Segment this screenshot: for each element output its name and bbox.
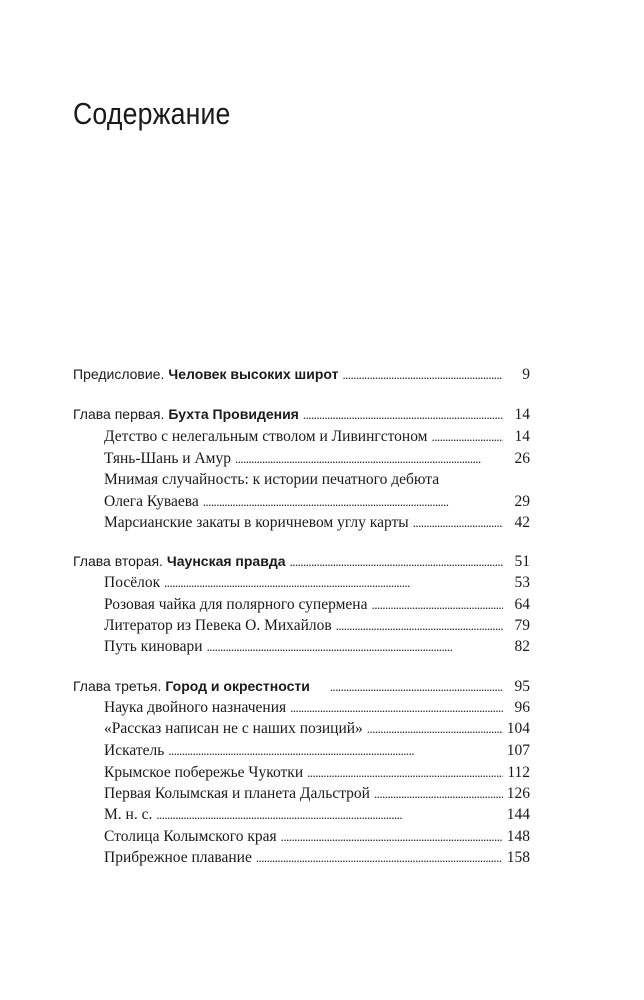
entry-title: Розовая чайка для полярного супермена bbox=[104, 596, 368, 613]
page-number: 14 bbox=[514, 428, 530, 445]
entry-title: Первая Колымская и планета Дальстрой bbox=[104, 785, 370, 802]
toc-chapter-1[interactable] bbox=[73, 406, 530, 428]
entry-title: Искатель bbox=[104, 742, 165, 759]
toc-entry[interactable] bbox=[104, 742, 530, 764]
dot-leader bbox=[303, 407, 503, 423]
dot-leader bbox=[342, 367, 503, 383]
entry-title: Посёлок bbox=[104, 574, 161, 591]
page-number: 26 bbox=[514, 450, 530, 467]
dot-leader bbox=[168, 743, 503, 759]
toc-entry[interactable] bbox=[104, 574, 530, 596]
toc-entry[interactable] bbox=[104, 849, 530, 871]
dot-leader bbox=[207, 639, 503, 655]
preface-prefix: Предисловие. bbox=[73, 366, 165, 382]
page-number: 51 bbox=[514, 553, 530, 570]
page-number: 96 bbox=[514, 699, 530, 716]
page-number: 112 bbox=[507, 764, 530, 781]
toc-entry[interactable] bbox=[104, 596, 530, 618]
dot-leader bbox=[235, 451, 503, 467]
page-number: 64 bbox=[514, 596, 530, 613]
toc-entry[interactable] bbox=[104, 806, 530, 828]
entry-title: Тянь-Шань и Амур bbox=[104, 450, 231, 467]
dot-leader bbox=[281, 829, 503, 845]
entry-title: Детство с нелегальным стволом и Ливингстоном bbox=[104, 428, 428, 445]
dot-leader bbox=[290, 554, 504, 570]
entry-title: Литератор из Певека О. Михайлов bbox=[104, 617, 332, 634]
page-number: 158 bbox=[506, 849, 530, 866]
page-number: 104 bbox=[506, 720, 530, 737]
page-number: 14 bbox=[514, 406, 530, 423]
dot-leader bbox=[367, 721, 503, 737]
page-number: 95 bbox=[514, 678, 530, 695]
preface-title: Человек высоких широт bbox=[168, 366, 339, 382]
dot-leader bbox=[336, 618, 503, 634]
entry-title-continued: Олега Куваева bbox=[104, 493, 199, 510]
toc-entry[interactable] bbox=[104, 764, 530, 786]
dot-leader bbox=[307, 765, 503, 781]
page-number: 82 bbox=[514, 638, 530, 655]
toc-entry[interactable] bbox=[104, 828, 530, 850]
toc-entry[interactable] bbox=[104, 617, 530, 639]
toc-entry[interactable] bbox=[104, 450, 530, 472]
page-number: 79 bbox=[514, 617, 530, 634]
toc-entry[interactable] bbox=[104, 699, 530, 721]
page-number: 53 bbox=[514, 574, 530, 591]
toc-entry[interactable] bbox=[104, 514, 530, 536]
entry-title: Столица Колымского края bbox=[104, 828, 277, 845]
page-title: Содержание bbox=[73, 96, 231, 131]
entry-title: Прибрежное плавание bbox=[104, 849, 252, 866]
page-number: 144 bbox=[506, 806, 530, 823]
toc-entry-line-1[interactable] bbox=[104, 471, 530, 493]
dot-leader bbox=[156, 807, 503, 823]
entry-title: Крымское побережье Чукотки bbox=[104, 764, 304, 781]
page-number: 126 bbox=[506, 785, 530, 802]
chapter-prefix: Глава первая. bbox=[73, 406, 165, 422]
dot-leader bbox=[256, 850, 503, 866]
dot-leader bbox=[372, 597, 504, 613]
entry-title: Мнимая случайность: к истории печатного дебюта bbox=[104, 471, 440, 488]
dot-leader bbox=[330, 679, 503, 695]
page-number: 29 bbox=[514, 493, 530, 510]
page-number: 42 bbox=[514, 514, 530, 531]
dot-leader bbox=[164, 575, 503, 591]
chapter-title: Город и окрестности bbox=[165, 678, 310, 694]
dot-leader bbox=[432, 429, 504, 445]
dot-leader bbox=[413, 515, 503, 531]
entry-title: «Рассказ написан не с наших позиций» bbox=[104, 720, 363, 737]
toc-entry[interactable] bbox=[104, 785, 530, 807]
chapter-title: Чаунская правда bbox=[166, 553, 286, 569]
dot-leader bbox=[203, 494, 503, 510]
toc-entry-line-2[interactable] bbox=[104, 493, 530, 515]
entry-title: Марсианские закаты в коричневом углу карты bbox=[104, 514, 409, 531]
page-number: 107 bbox=[506, 742, 530, 759]
chapter-prefix: Глава третья. bbox=[73, 678, 162, 694]
dot-leader bbox=[290, 700, 503, 716]
entry-title: Путь киновари bbox=[104, 638, 203, 655]
toc-chapter-2[interactable] bbox=[73, 553, 530, 575]
page-number: 148 bbox=[506, 828, 530, 845]
toc-entry[interactable] bbox=[104, 428, 530, 450]
entry-title: Наука двойного назначения bbox=[104, 699, 287, 716]
toc-preface[interactable] bbox=[73, 366, 530, 388]
toc-chapter-3[interactable] bbox=[73, 678, 530, 700]
toc-entry[interactable] bbox=[104, 638, 530, 660]
toc-entry[interactable] bbox=[104, 720, 530, 742]
chapter-title: Бухта Провидения bbox=[168, 406, 299, 422]
chapter-prefix: Глава вторая. bbox=[73, 553, 163, 569]
dot-leader bbox=[374, 786, 503, 802]
entry-title: М. н. с. bbox=[104, 806, 153, 823]
page-number: 9 bbox=[522, 366, 530, 383]
